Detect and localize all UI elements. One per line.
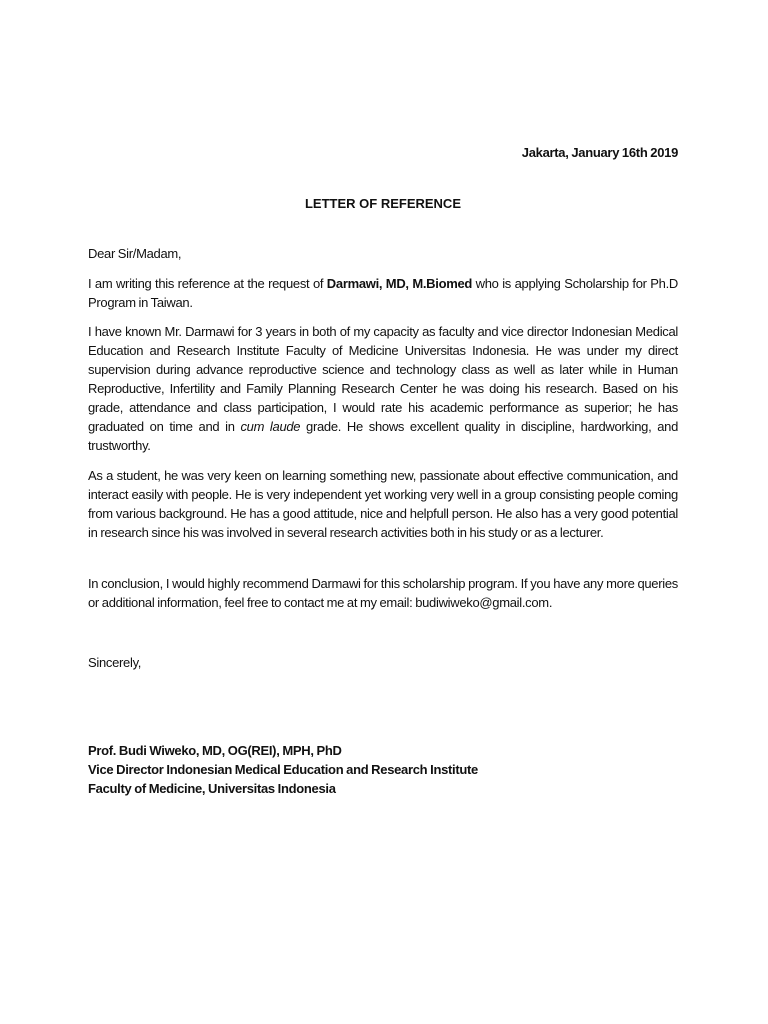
paragraph-request-after: who is applying Scholarship for Ph.D Program in Taiwan.: [88, 276, 678, 310]
paragraph-conclusion: In conclusion, I would highly recommend Darmawi for this scholarship program. If you have any more queries or additional information, feel free to contact me at my email: budiwiweko@gmail.com.: [88, 576, 678, 610]
letter-title: LETTER OF REFERENCE: [304, 196, 461, 211]
signatory-name: Prof. Budi Wiweko, MD, OG(REI), MPH, PhD: [88, 743, 342, 758]
letter-page: [88, 0, 678, 1024]
cum-laude-text: cum laude: [240, 419, 301, 434]
paragraph-request-before: I am writing this reference at the request of: [88, 276, 327, 291]
paragraph-character: As a student, he was very keen on learning something new, passionate about effective communication, and interact easily with people. He is very independent yet working very well in a group consisting people coming from various background. He has a good attitude, nice and helpfull person. He also has a very good potential in research since his was involved in several research activities both in his study or as a lecturer.: [88, 468, 678, 540]
candidate-name: Darmawi, MD, M.Biomed: [326, 276, 473, 291]
signature-block: [88, 741, 678, 798]
paragraph-acquaintance-before: I have known Mr. Darmawi for 3 years in both of my capacity as faculty and vice director Indonesian Medical Education and Research Institute Faculty of Medicine Universitas Indonesia. He was under my direct supervision during advance reproductive science and technology class as well as later while in Human Reproductive, Infertility and Family Planning Research Center he was doing his research. Based on his grade, attendance and class participation, I would rate his academic performance as superior; he has graduated on time and in: [88, 324, 678, 434]
paragraph-request: [88, 274, 678, 312]
paragraph-acquaintance-after: grade. He shows excellent quality in discipline, hardworking, and trustworthy.: [88, 419, 678, 453]
signatory-position: Vice Director Indonesian Medical Education and Research Institute: [88, 762, 478, 777]
paragraph-acquaintance: [88, 322, 678, 455]
closing: Sincerely,: [88, 655, 142, 670]
letter-date: Jakarta, January 16th 2019: [521, 145, 678, 160]
salutation: Dear Sir/Madam,: [88, 246, 182, 261]
signatory-faculty: Faculty of Medicine, Universitas Indonesia: [88, 781, 336, 796]
